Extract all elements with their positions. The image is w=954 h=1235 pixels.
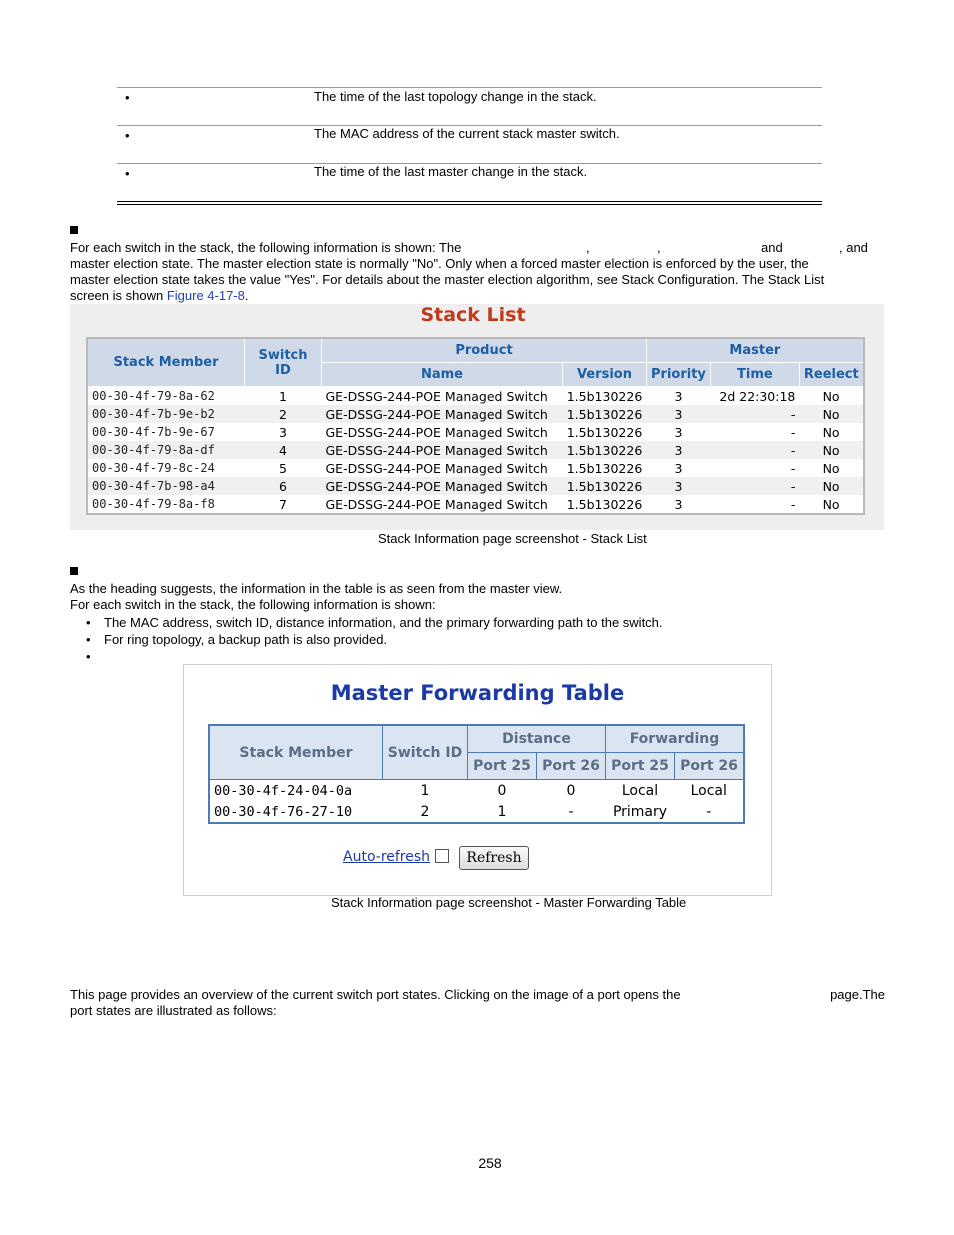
para-text: , [657,240,661,255]
table-cell: 0 [566,782,576,799]
section-square-icon [70,226,78,234]
table-cell: - [710,477,799,495]
master-forwarding-screenshot [183,664,772,896]
col-master: Master [647,338,864,363]
stack-list-table [86,337,865,515]
table-cell: GE-DSSG-244-POE Managed Switch [325,388,548,404]
para-text: , and [839,240,868,255]
table-cell: No [799,405,863,423]
bullet: • [86,649,91,664]
col-stack-member: Stack Member [209,725,383,780]
master-forwarding-caption: Stack Information page screenshot - Master Forwarding Table [331,895,687,910]
table-cell: - [706,803,712,820]
col-distance-port25: Port 25 [468,753,537,780]
table-cell: 00-30-4f-79-8a-f8 [92,497,215,511]
table-row [209,780,744,802]
table-cell: 3 [647,441,711,459]
para-text: screen is shown [70,288,167,303]
top-table-row-1: The time of the last topology change in the stack. [314,89,597,104]
table-cell: Local [690,782,727,799]
table-cell: 1.5b130226 [566,496,643,512]
table-cell: 2 [420,803,430,820]
col-distance-port26: Port 26 [537,753,606,780]
table-cell: 1 [420,782,430,799]
top-table-rule-top [117,87,822,88]
table-cell: 1.5b130226 [566,460,643,476]
stack-list-paragraph [70,240,885,304]
table-cell: 2d 22:30:18 [719,388,796,404]
col-forwarding-port26: Port 26 [675,753,745,780]
table-cell: - [710,441,799,459]
table-cell: GE-DSSG-244-POE Managed Switch [322,405,563,423]
table-cell: No [822,496,840,512]
table-cell: GE-DSSG-244-POE Managed Switch [322,441,563,459]
top-table-row-2: The MAC address of the current stack master switch. [314,126,620,141]
top-table-rule-bottom-2 [117,204,822,205]
col-priority: Priority [647,363,711,387]
bullet: • [125,90,130,105]
table-cell: Local [621,782,659,799]
table-cell: 00-30-4f-24-04-0a [214,782,353,799]
para-text: . [244,288,249,303]
table-cell: 3 [647,477,711,495]
section-square-icon [70,567,78,575]
top-table-rule-bottom [117,201,822,202]
para-text: and [761,240,783,255]
table-cell: 3 [674,424,683,440]
list-item: The MAC address, switch ID, distance information, and the primary forwarding path to the switch. [104,615,663,630]
table-cell: 1.5b130226 [566,424,643,440]
table-cell: 3 [279,424,287,440]
table-cell: 5 [279,460,287,476]
table-cell: 4 [245,441,322,459]
table-cell: - [790,460,796,476]
table-cell: No [822,424,840,440]
figure-link[interactable]: Figure 4-17-8 [166,288,245,303]
col-name: Name [322,363,563,387]
para-text: For each switch in the stack, the following information is shown: The [70,240,462,255]
stack-list-title: Stack List [420,304,526,326]
table-cell: 3 [647,405,711,423]
page-number: 258 [478,1155,502,1171]
table-cell: Primary [612,803,668,820]
table-cell: 3 [674,496,683,512]
table-row [87,387,864,406]
table-cell: 00-30-4f-79-8a-df [87,441,245,459]
table-cell: 7 [279,496,287,512]
col-version: Version [563,363,647,387]
table-cell: 1.5b130226 [563,477,647,495]
para-text: For each switch in the stack, the following information is shown: [70,597,436,612]
auto-refresh-checkbox[interactable] [435,849,449,863]
para-text: This page provides an overview of the current switch port states. Clicking on the image of a port opens the [70,987,681,1002]
para-text: master election state takes the value "Yes". For details about the master election algorithm, see Stack Configuration. The Stack List [70,272,825,287]
table-cell: 00-30-4f-7b-9e-b2 [87,405,245,423]
list-item: For ring topology, a backup path is also provided. [104,632,388,647]
bullet-list [86,614,663,665]
col-forwarding: Forwarding [606,725,745,753]
col-stack-member: Stack Member [87,338,245,387]
table-cell: GE-DSSG-244-POE Managed Switch [325,496,548,512]
table-cell: 0 [497,782,507,799]
table-row [87,459,864,477]
table-cell: GE-DSSG-244-POE Managed Switch [325,424,548,440]
table-cell: 6 [245,477,322,495]
table-cell: 1.5b130226 [563,441,647,459]
table-cell: - [790,496,796,512]
table-cell: 00-30-4f-79-8a-62 [92,389,215,403]
table-cell: 1 [497,803,507,820]
para-text: As the heading suggests, the information in the table is as seen from the master view. [70,581,563,596]
table-row [87,405,864,423]
bullet: • [125,128,130,143]
table-cell: 3 [674,388,683,404]
top-table-row-3: The time of the last master change in the stack. [314,164,588,179]
table-cell: - [790,424,796,440]
table-cell: 00-30-4f-7b-9e-67 [92,425,215,439]
col-product: Product [322,338,647,363]
table-cell: 3 [674,460,683,476]
col-distance: Distance [468,725,606,753]
table-cell: 1 [279,388,287,404]
table-cell: - [568,803,574,820]
refresh-button[interactable]: Refresh [459,846,529,870]
col-reelect: Reelect [799,363,863,387]
col-switch-id: Switch ID [383,725,468,780]
table-cell: 1.5b130226 [566,388,643,404]
table-row [87,441,864,459]
bullet: • [86,632,91,647]
para-text: page.The [830,987,885,1002]
table-cell: 00-30-4f-76-27-10 [214,803,353,820]
para-text: , [586,240,590,255]
table-row [209,801,744,823]
stack-list-caption: Stack Information page screenshot - Stack List [378,531,647,546]
master-forwarding-title: Master Forwarding Table [330,681,625,705]
table-cell: No [799,441,863,459]
table-cell: 1.5b130226 [563,405,647,423]
table-row [87,423,864,441]
table-cell: - [710,405,799,423]
table-cell: 2 [245,405,322,423]
table-cell: GE-DSSG-244-POE Managed Switch [325,460,548,476]
table-cell: 00-30-4f-79-8c-24 [92,461,215,475]
table-cell: No [822,388,840,404]
table-cell: GE-DSSG-244-POE Managed Switch [322,477,563,495]
master-forwarding-table [208,724,745,824]
master-forwarding-paragraph [70,581,885,613]
col-switch-id: Switch ID [245,338,322,387]
bullet: • [86,615,91,630]
table-row [87,477,864,495]
col-time: Time [710,363,799,387]
table-cell: No [799,477,863,495]
col-forwarding-port25: Port 25 [606,753,675,780]
table-row [87,495,864,514]
stack-list-screenshot [70,304,884,530]
auto-refresh-label[interactable]: Auto-refresh [343,849,431,865]
table-cell: 00-30-4f-7b-98-a4 [87,477,245,495]
bullet: • [125,166,130,181]
table-cell: No [822,460,840,476]
para-text: master election state. The master election state is normally "No". Only when a forced master election is enforced by the user, the [70,256,809,271]
para-text: port states are illustrated as follows: [70,1003,277,1018]
port-state-paragraph [70,987,885,1019]
